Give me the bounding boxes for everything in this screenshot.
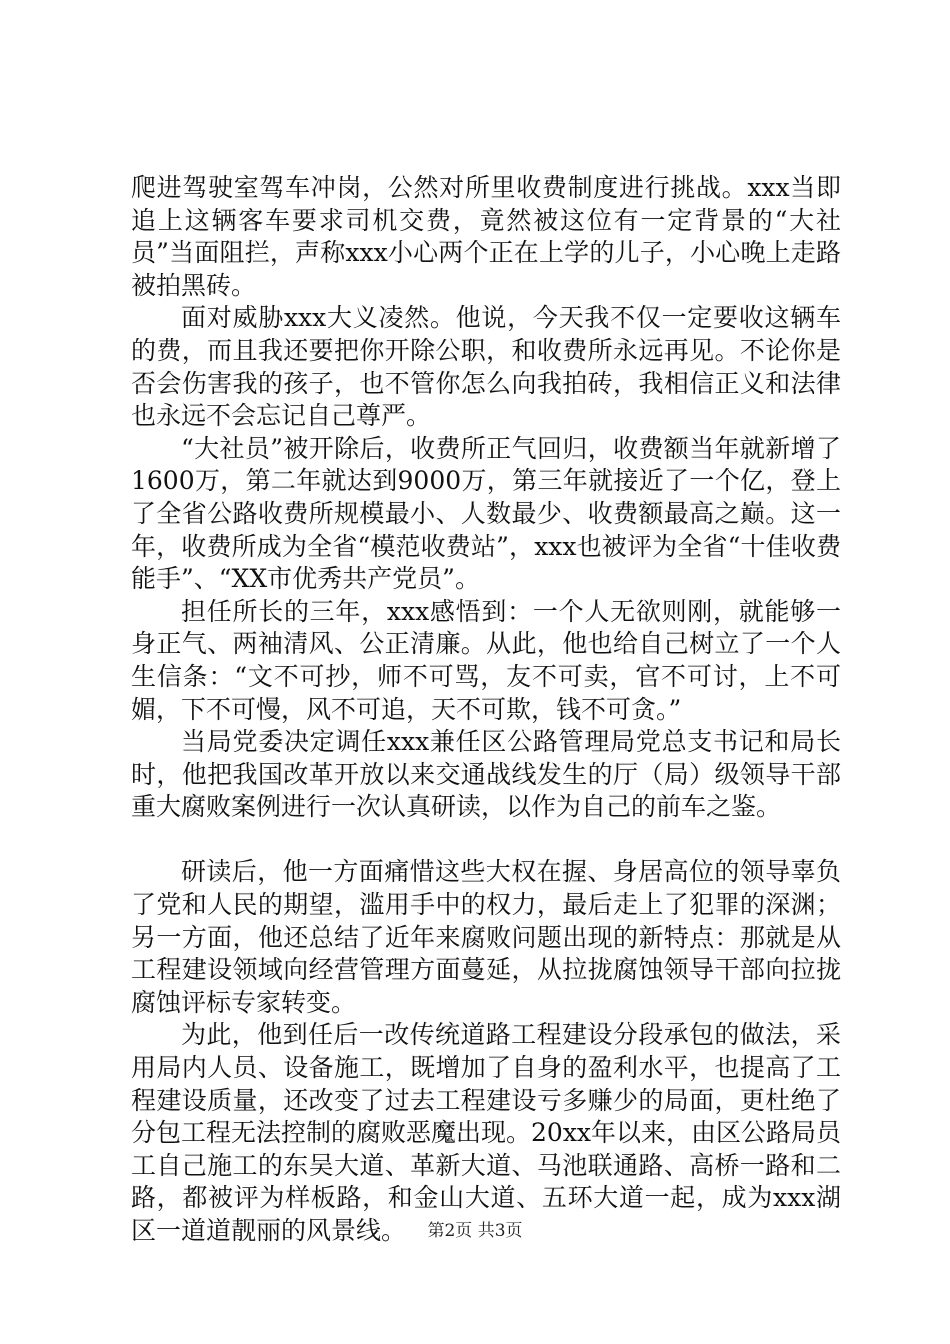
paragraph: “大社员”被开除后，收费所正气回归，收费额当年就新增了1600万，第二年就达到9000万，第三年就接近了一个亿，登上了全省公路收费所规模最小、人数最少、收费额最高之巅。这一年，收费所成为全省“模范收费站”，xxx也被评为全省“十佳收费能手”、“XX市优秀共产党员”。 [131,433,841,594]
paragraph-gap [131,824,841,857]
paragraph: 研读后，他一方面痛惜这些大权在握、身居高位的领导辜负了党和人民的期望，滥用手中的权力，最后走上了犯罪的深渊；另一方面，他还总结了近年来腐败问题出现的新特点：那就是从工程建设领域向经营管理方面蔓延，从拉拢腐蚀领导干部向拉拢腐蚀评标专家转变。 [131,857,841,1017]
paragraph: 当局党委决定调任xxx兼任区公路管理局党总支书记和局长时，他把我国改革开放以来交通战线发生的厅（局）级领导干部重大腐败案例进行一次认真研读，以作为自己的前车之鉴。 [131,727,841,822]
paragraph: 爬进驾驶室驾车冲岗，公然对所里收费制度进行挑战。xxx当即追上这辆客车要求司机交费，竟然被这位有一定背景的“大社员”当面阻拦，声称xxx小心两个正在上学的儿子，小心晚上走路被拍黑砖。 [131,173,841,300]
document-body [131,172,841,1248]
page-footer: 第2页 共3页 [427,1221,523,1241]
paragraph: 面对威胁xxx大义凌然。他说，今天我不仅一定要收这辆车的费，而且我还要把你开除公职，和收费所永远再见。不论你是否会伤害我的孩子，也不管你怎么向我拍砖，我相信正义和法律也永远不会忘记自己尊严。 [131,303,841,431]
paragraph: 为此，他到任后一改传统道路工程建设分段承包的做法，采用局内人员、设备施工，既增加了自身的盈利水平，也提高了工程建设质量，还改变了过去工程建设亏多赚少的局面，更杜绝了分包工程无法控制的腐败恶魔出现。20xx年以来，由区公路局员工自己施工的东吴大道、革新大道、马池联通路、高桥一路和二路，都被评为样板路，和金山大道、五环大道一起，成为xxx湖区一道道靓丽的风景线。 [131,1020,842,1245]
paragraph: 担任所长的三年，xxx感悟到：一个人无欲则刚，就能够一身正气、两袖清风、公正清廉。从此，他也给自己树立了一个人生信条：“文不可抄，师不可骂，友不可卖，官不可讨，上不可媚，下不可慢，风不可追，天不可欺，钱不可贪。” [131,596,841,724]
